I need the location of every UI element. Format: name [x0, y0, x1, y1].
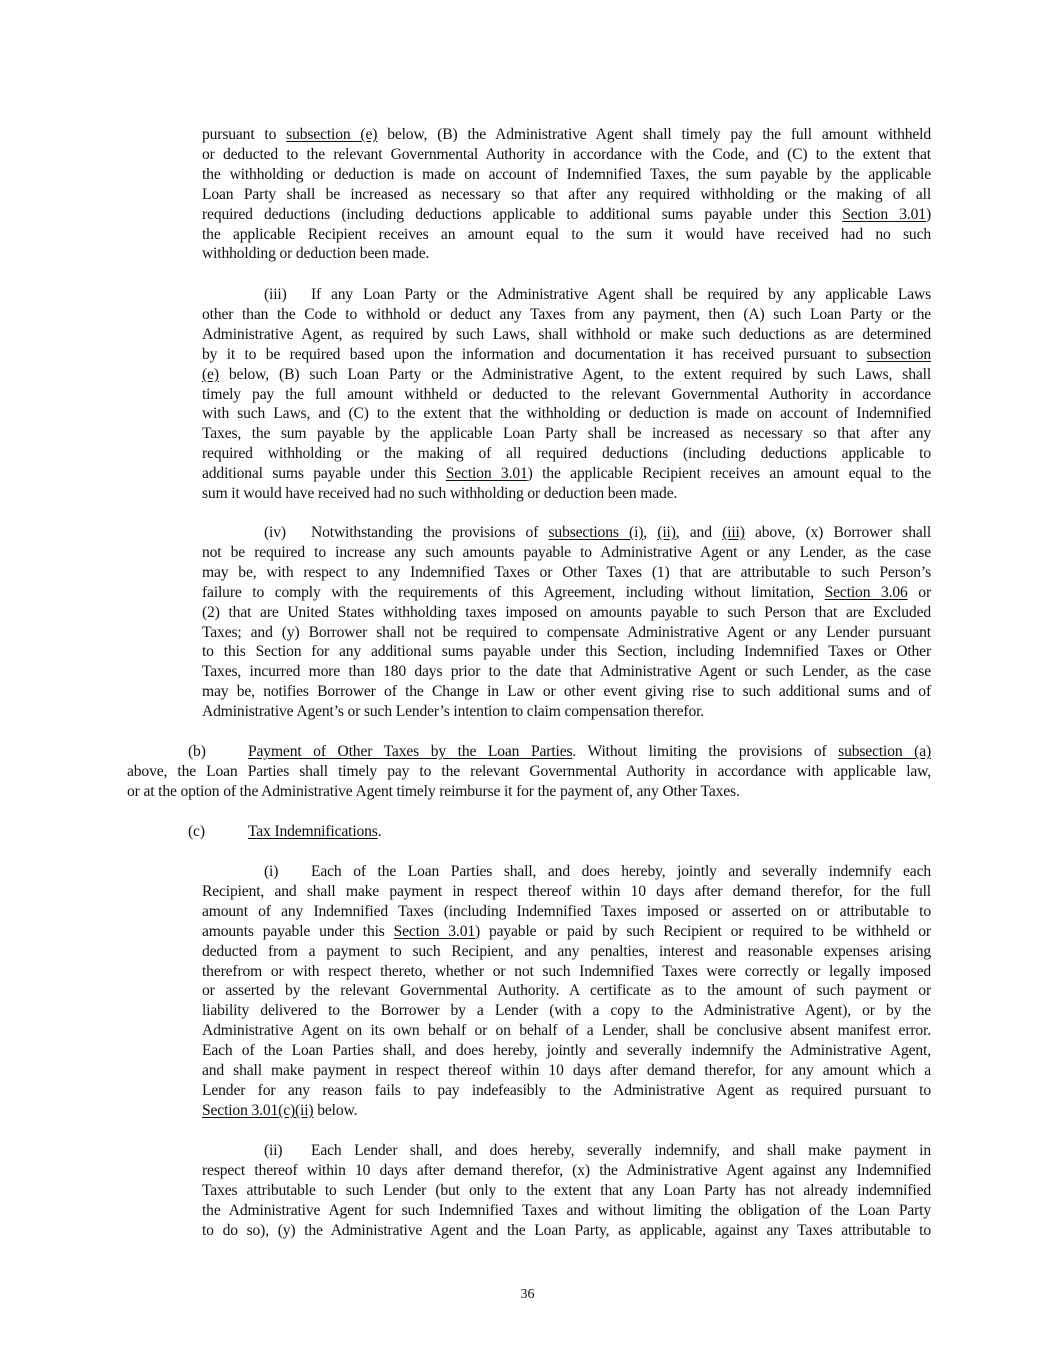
text-run: or: [907, 583, 931, 601]
text-line: [202, 583, 931, 603]
section-heading: Tax Indemnifications: [248, 823, 378, 840]
cross-reference-link: subsection (a): [838, 743, 932, 760]
text-run: by it to be required based upon the information and documentation it has received pursuant to: [202, 345, 867, 363]
text-run: with such Laws, and (C) to the extent that the withholding or deduction is made on account of Indemnified: [202, 405, 931, 423]
text-run: Taxes attributable to such Lender (but only to the extent that any Loan Party has not already indemnified: [202, 1181, 931, 1199]
cross-reference-link: subsection: [866, 345, 931, 363]
cross-reference-link: (e): [202, 365, 219, 383]
text-line: [202, 345, 931, 365]
text-run: required withholding or the making of all required deductions (including deductions applicable to: [202, 445, 931, 463]
text-run: liability delivered to the Borrower by a Lender (with a copy to the Administrative Agent), or by the: [202, 1002, 931, 1020]
text-run: If any Loan Party or the Administrative Agent shall be required by any applicable Laws: [311, 286, 931, 303]
text-run: or deducted to the relevant Governmental Authority in accordance with the Code, and (C) to the extent that: [202, 145, 931, 163]
text-line: [202, 1061, 931, 1081]
text-line: [264, 523, 931, 543]
text-run: ) payable or paid by such Recipient or required to be withheld or: [474, 922, 931, 940]
text-run: below.: [313, 1101, 358, 1119]
cross-reference-link: (iii): [722, 524, 745, 541]
text-run: above, the Loan Parties shall timely pay to the relevant Governmental Authority in accordance with applicable law,: [127, 762, 931, 780]
cross-reference-link: Section 3.01: [842, 205, 926, 223]
text-line: [202, 1181, 931, 1201]
text-line: [202, 365, 931, 385]
text-run: Each of the Loan Parties shall, and does hereby, jointly and severally indemnify the Administrative Agent,: [202, 1042, 931, 1060]
text-run: to this Section for any additional sums payable under this Section, including Indemnified Taxes or Other: [202, 643, 931, 661]
text-run: ): [925, 205, 931, 223]
text-line: [202, 444, 931, 464]
cross-reference-link: subsection (e): [286, 126, 378, 143]
page-number: 36: [520, 1287, 535, 1302]
text-line: [202, 882, 931, 902]
text-run: Each of the Loan Parties shall, and does hereby, jointly and severally indemnify each: [311, 863, 931, 880]
text-run: deducted from a payment to such Recipient, and any penalties, interest and reasonable expenses arising: [202, 942, 931, 960]
text-run: not be required to increase any such amounts payable to Administrative Agent or any Lender, as the case: [202, 543, 931, 561]
text-run: or at the option of the Administrative Agent timely reimburse it for the payment of, any Other Taxes.: [127, 782, 740, 800]
text-line: [202, 702, 931, 722]
text-run: Loan Party shall be increased as necessary so that after any required withholding or the making of all: [202, 185, 931, 203]
text-line: [202, 1001, 931, 1021]
cross-reference-link: (ii): [657, 524, 676, 541]
clause-label: (b): [188, 743, 206, 760]
text-line: [202, 642, 931, 662]
text-line: [202, 902, 931, 922]
text-line: [202, 244, 931, 264]
text-line: [202, 962, 931, 982]
text-line: [202, 623, 931, 643]
text-run: amounts payable under this: [202, 922, 394, 940]
text-run: the withholding or deduction is made on account of Indemnified Taxes, the sum payable by the applicable: [202, 165, 931, 183]
cross-reference-link: Section 3.01: [393, 922, 475, 940]
text-line: [202, 225, 931, 245]
text-run: Lender for any reason fails to pay indefeasibly to the Administrative Agent as required pursuant to: [202, 1081, 931, 1099]
text-line: [202, 185, 931, 205]
text-run: below, (B) such Loan Party or the Administrative Agent, to the extent required by such Laws, shall: [218, 365, 931, 383]
text-line: [202, 205, 931, 225]
text-line: [202, 1201, 931, 1221]
text-run: respect thereof within 10 days after demand therefor, (x) the Administrative Agent against any Indemnified: [202, 1161, 931, 1179]
text-run: below, (B) the Administrative Agent shall timely pay the full amount withheld: [377, 126, 931, 143]
text-line: [202, 563, 931, 583]
text-run: Administrative Agent’s or such Lender’s intention to claim compensation therefor.: [202, 703, 705, 721]
text-run: Recipient, and shall make payment in respect thereof within 10 days after demand therefor, for the full: [202, 882, 931, 900]
cross-reference-link: Section 3.01: [445, 465, 528, 483]
text-line: [202, 125, 931, 145]
text-run: Administrative Agent on its own behalf or on behalf of a Lender, shall be conclusive absent manifest error.: [202, 1022, 931, 1040]
text-run: required deductions (including deductions applicable to additional sums payable under this: [202, 205, 843, 223]
text-run: Taxes, the sum payable by the applicable Loan Party shall be increased as necessary so that after any: [202, 425, 931, 443]
text-line: [264, 862, 931, 882]
text-run: (2) that are United States withholding taxes imposed on amounts payable to such Person that are Excluded: [202, 603, 931, 621]
text-line: [202, 662, 931, 682]
text-line: [127, 762, 931, 782]
text-line: [202, 922, 931, 942]
text-line: [202, 1021, 931, 1041]
clause-label: (i): [264, 863, 279, 880]
clause-label: (iv): [264, 524, 286, 541]
text-line: [202, 145, 931, 165]
text-run: may be, notifies Borrower of the Change in Law or other event giving rise to such additional sums and of: [202, 683, 931, 701]
text-line: [202, 1161, 931, 1181]
text-run: Administrative Agent, as required by such Laws, shall withhold or make such deductions as are determined: [202, 325, 931, 343]
text-line: [202, 1221, 931, 1241]
text-line: [127, 782, 931, 802]
text-line: [202, 682, 931, 702]
text-line: [202, 404, 931, 424]
text-run: failure to comply with the requirements of this Agreement, including without limitation,: [202, 583, 825, 601]
text-run: the applicable Recipient receives an amount equal to the sum it would have received had no such: [202, 225, 931, 243]
text-run: other than the Code to withhold or deduct any Taxes from any payment, then (A) such Loan Party or the: [202, 305, 931, 323]
text-run: and shall make payment in respect thereof within 10 days after demand therefor, for any amount which a: [202, 1062, 931, 1079]
text-line: [202, 484, 931, 504]
text-run: or asserted by the relevant Governmental Authority. A certificate as to the amount of such payment or: [202, 982, 931, 1000]
text-run: to do so), (y) the Administrative Agent and the Loan Party, as applicable, against any Taxes attributable to: [202, 1221, 931, 1239]
text-line: [202, 165, 931, 185]
text-line: [264, 1141, 931, 1161]
text-line: [202, 543, 931, 563]
clause-label: (ii): [264, 1142, 283, 1159]
text-run: .: [377, 823, 382, 840]
text-run: the Administrative Agent for such Indemnified Taxes and without limiting the obligation of the Loan Party: [202, 1201, 931, 1219]
text-line: [202, 464, 931, 484]
text-run: above, (x) Borrower shall: [744, 524, 932, 541]
text-line: [202, 305, 931, 325]
text-run: Notwithstanding the provisions of: [311, 524, 549, 541]
text-line: [264, 285, 931, 305]
text-line: [202, 1041, 931, 1061]
text-line: [202, 424, 931, 444]
text-run: may be, with respect to any Indemnified Taxes or Other Taxes (1) that are attributable to such Person’s: [202, 563, 931, 581]
text-run: pursuant to: [202, 126, 287, 143]
clause-label: (iii): [264, 286, 287, 303]
text-run: timely pay the full amount withheld or deducted to the relevant Governmental Authority in accordance: [202, 385, 931, 403]
text-run: ) the applicable Recipient receives an amount equal to the: [527, 465, 931, 483]
text-run: sum it would have received had no such withholding or deduction been made.: [202, 485, 678, 502]
text-line: [202, 981, 931, 1001]
clause-label: (c): [188, 823, 205, 840]
text-run: ,: [643, 524, 658, 541]
text-run: . Without limiting the provisions of: [572, 743, 839, 760]
cross-reference-link: Section 3.06: [824, 583, 908, 601]
text-run: amount of any Indemnified Taxes (including Indemnified Taxes imposed or asserted on or attributable to: [202, 902, 931, 920]
text-run: , and: [675, 524, 723, 541]
section-heading: Payment of Other Taxes by the Loan Parties: [248, 743, 573, 760]
text-run: Each Lender shall, and does hereby, severally indemnify, and shall make payment in: [311, 1142, 931, 1159]
text-run: withholding or deduction been made.: [202, 245, 430, 263]
text-line: [202, 325, 931, 345]
text-run: therefrom or with respect thereto, whether or not such Indemnified Taxes were correctly or legally imposed: [202, 962, 931, 980]
text-run: Taxes, incurred more than 180 days prior to the date that Administrative Agent or such Lender, as the case: [202, 663, 931, 681]
text-line: [202, 1081, 931, 1101]
cross-reference-link: subsections (i): [548, 524, 644, 541]
text-line: [202, 942, 931, 962]
text-run: Taxes; and (y) Borrower shall not be required to compensate Administrative Agent or any Lender pursuant: [202, 623, 931, 641]
text-line: [202, 603, 931, 623]
text-line: [188, 822, 931, 842]
text-line: [188, 742, 931, 762]
text-line: [202, 385, 931, 405]
cross-reference-link: Section 3.01(c)(ii): [202, 1101, 314, 1119]
text-run: additional sums payable under this: [202, 465, 446, 483]
text-line: [202, 1101, 931, 1121]
